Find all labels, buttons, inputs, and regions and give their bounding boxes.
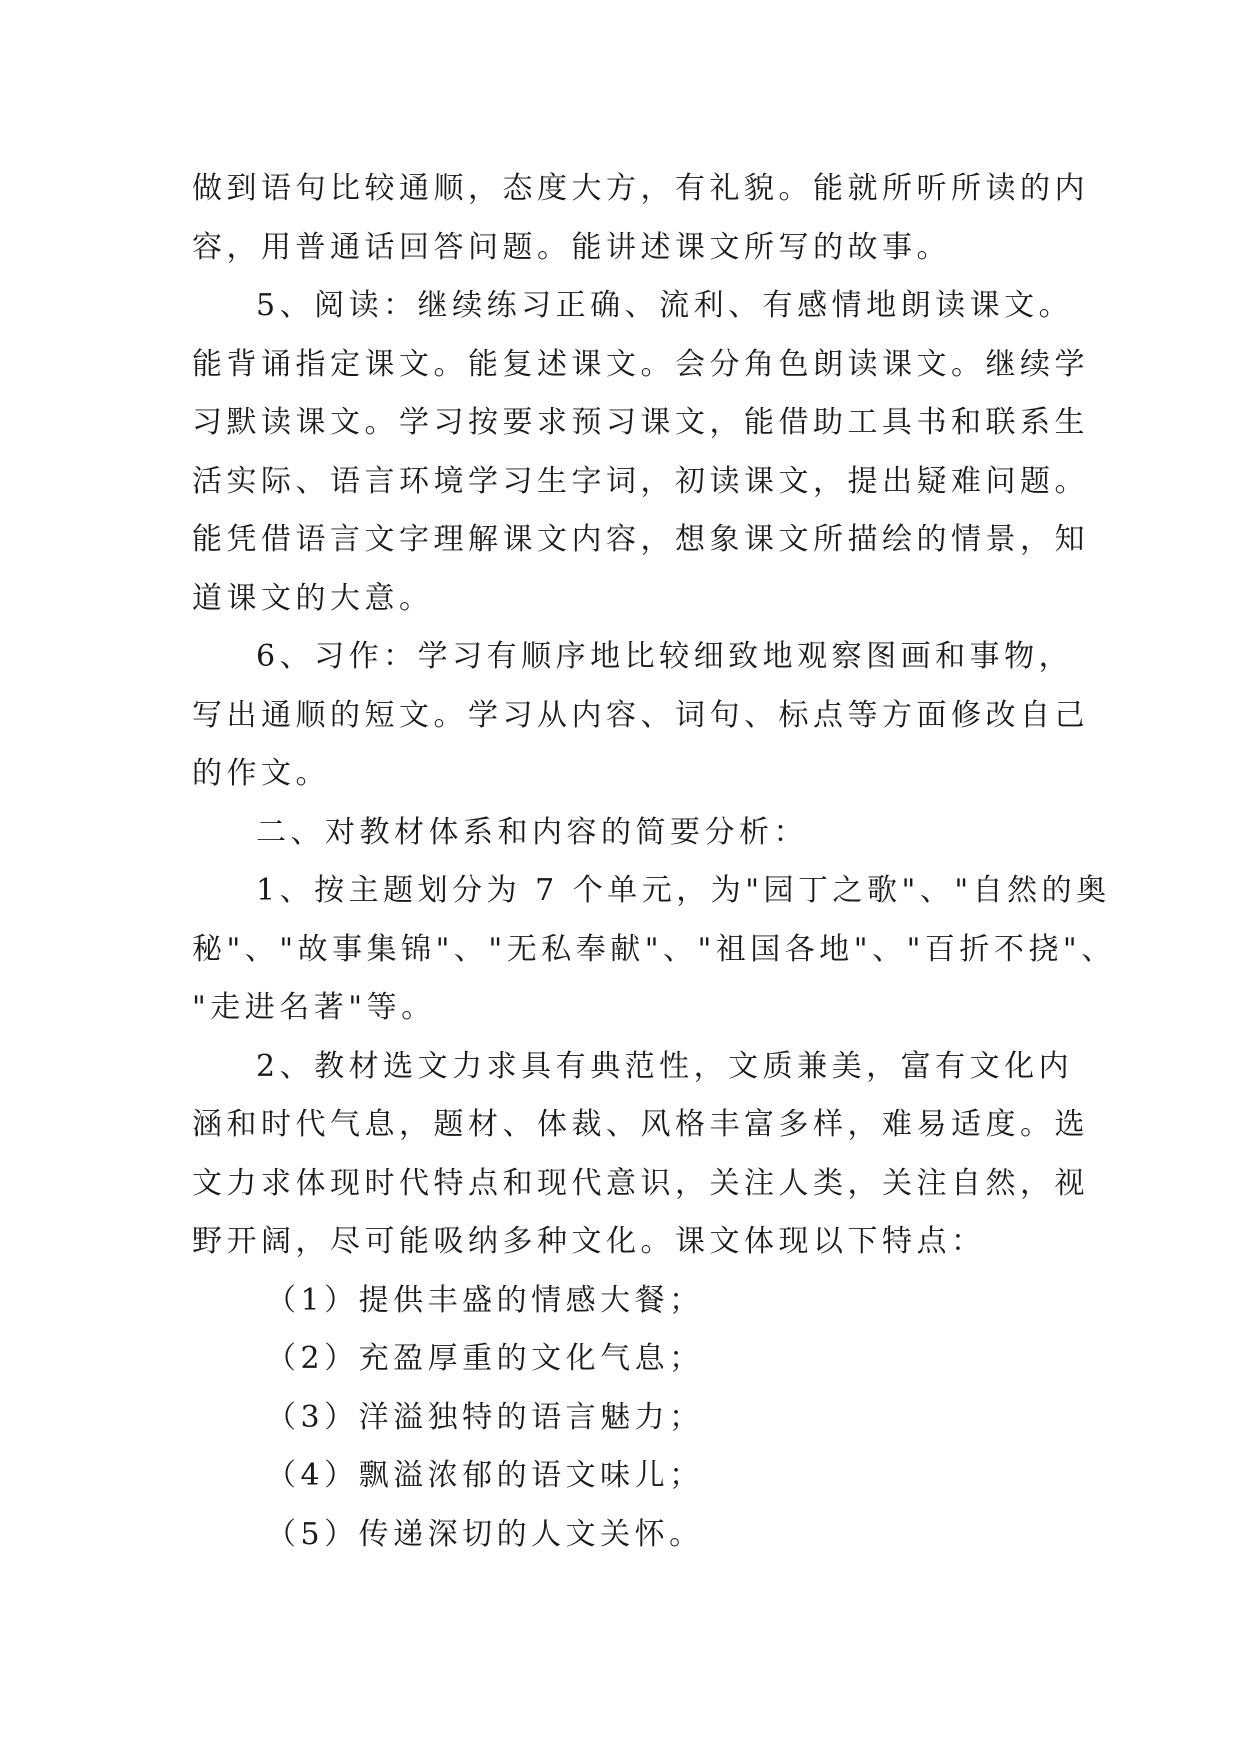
text-line: 做到语句比较通顺，态度大方，有礼貌。能就所听所读的内 <box>192 171 1089 206</box>
text-line: 道课文的大意。 <box>192 580 434 616</box>
paragraph-heading-reading: 5、阅读：继续练习正确、流利、有感情地朗读课文。 <box>256 288 1074 323</box>
text-line: "走进名著"等。 <box>192 990 436 1025</box>
text-line: 写出通顺的短文。学习从内容、词句、标点等方面修改自己 <box>192 697 1089 733</box>
list-item: （2）充盈厚重的文化气息； <box>266 1341 704 1376</box>
document-body <box>192 160 1116 1564</box>
list-item: （1）提供丰盛的情感大餐； <box>266 1282 704 1318</box>
paragraph-heading-writing: 6、习作：学习有顺序地比较细致地观察图画和事物， <box>256 639 1074 674</box>
text-line: 的作文。 <box>192 756 330 791</box>
text-line: 活实际、语言环境学习生字词，初读课文，提出疑难问题。 <box>192 463 1089 499</box>
text-line: 秘"、"故事集锦"、"无私奉献"、"祖国各地"、"百折不挠"、 <box>192 931 1116 967</box>
section-heading: 二、对教材体系和内容的简要分析： <box>256 814 808 850</box>
text-line: 文力求体现时代特点和现代意识，关注人类，关注自然，视 <box>192 1165 1089 1201</box>
text-line: 能凭借语言文字理解课文内容，想象课文所描绘的情景，知 <box>192 522 1089 557</box>
list-item: （4）飘溢浓郁的语文味儿； <box>266 1458 704 1493</box>
list-item: （5）传递深切的人文关怀。 <box>266 1516 704 1552</box>
paragraph-units: 1、按主题划分为 7 个单元，为"园丁之歌"、"自然的奥 <box>256 873 1111 908</box>
paragraph-selection: 2、教材选文力求具有典范性，文质兼美，富有文化内 <box>256 1048 1074 1084</box>
text-line: 涵和时代气息，题材、体裁、风格丰富多样，难易适度。选 <box>192 1107 1089 1142</box>
text-line: 习默读课文。学习按要求预习课文，能借助工具书和联系生 <box>192 405 1089 440</box>
text-line: 能背诵指定课文。能复述课文。会分角色朗读课文。继续学 <box>192 346 1089 382</box>
text-line: 容，用普通话回答问题。能讲述课文所写的故事。 <box>192 229 951 265</box>
list-item: （3）洋溢独特的语言魅力； <box>266 1399 704 1435</box>
text-line: 野开阔，尽可能吸纳多种文化。课文体现以下特点： <box>192 1224 986 1259</box>
